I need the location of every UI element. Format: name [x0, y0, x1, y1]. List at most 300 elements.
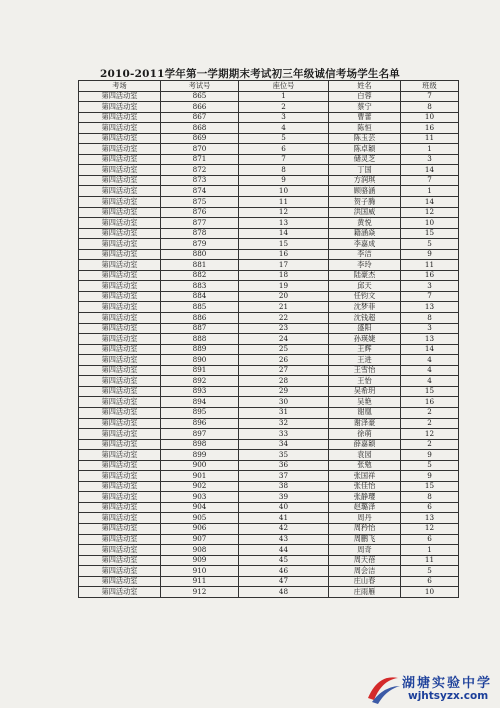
cell-room: 第四活动室: [79, 429, 161, 440]
cell-seat-no: 29: [239, 386, 329, 397]
cell-class: 6: [401, 502, 459, 513]
cell-seat-no: 44: [239, 545, 329, 556]
cell-class: 9: [401, 471, 459, 482]
table-row: [79, 302, 459, 313]
cell-exam-no: 884: [161, 291, 239, 302]
cell-class: 11: [401, 555, 459, 566]
cell-exam-no: 903: [161, 492, 239, 503]
cell-student-name: 曹蕾: [329, 112, 401, 123]
cell-exam-no: 887: [161, 323, 239, 334]
exam-roster-table: [78, 80, 459, 598]
cell-seat-no: 8: [239, 165, 329, 176]
cell-class: 7: [401, 291, 459, 302]
page-title: 2010-2011学年第一学期期末考试初三年级诚信考场学生名单: [99, 68, 400, 80]
table-row: [79, 323, 459, 334]
cell-room: 第四活动室: [79, 439, 161, 450]
cell-exam-no: 874: [161, 186, 239, 197]
cell-class: 7: [401, 91, 459, 102]
cell-class: 11: [401, 133, 459, 144]
header-room: 考场: [79, 81, 161, 92]
watermark-url: wjhtsyzx.com: [408, 690, 489, 702]
cell-class: 9: [401, 450, 459, 461]
cell-exam-no: 871: [161, 154, 239, 165]
cell-room: 第四活动室: [79, 418, 161, 429]
cell-student-name: 庄雨雁: [329, 587, 401, 598]
cell-student-name: 薛嘉颖: [329, 439, 401, 450]
cell-exam-no: 869: [161, 133, 239, 144]
table-row: [79, 450, 459, 461]
cell-exam-no: 891: [161, 365, 239, 376]
table-row: [79, 260, 459, 271]
cell-exam-no: 895: [161, 407, 239, 418]
cell-student-name: 顾骆涵: [329, 186, 401, 197]
table-row: [79, 218, 459, 229]
cell-room: 第四活动室: [79, 165, 161, 176]
cell-room: 第四活动室: [79, 133, 161, 144]
cell-student-name: 黄悦: [329, 218, 401, 229]
cell-room: 第四活动室: [79, 386, 161, 397]
cell-student-name: 陆豪杰: [329, 270, 401, 281]
cell-class: 1: [401, 545, 459, 556]
cell-room: 第四活动室: [79, 355, 161, 366]
cell-class: 10: [401, 218, 459, 229]
cell-seat-no: 9: [239, 175, 329, 186]
table-row: [79, 281, 459, 292]
cell-seat-no: 17: [239, 260, 329, 271]
cell-room: 第四活动室: [79, 186, 161, 197]
cell-seat-no: 41: [239, 513, 329, 524]
cell-seat-no: 26: [239, 355, 329, 366]
cell-student-name: 周鹏飞: [329, 534, 401, 545]
cell-class: 3: [401, 154, 459, 165]
cell-seat-no: 4: [239, 123, 329, 134]
cell-exam-no: 879: [161, 239, 239, 250]
cell-class: 13: [401, 513, 459, 524]
cell-exam-no: 883: [161, 281, 239, 292]
cell-seat-no: 23: [239, 323, 329, 334]
cell-class: 16: [401, 123, 459, 134]
cell-room: 第四活动室: [79, 249, 161, 260]
cell-student-name: 谢泽豪: [329, 418, 401, 429]
watermark-school-name: 湖塘实验中学: [402, 676, 493, 691]
cell-class: 5: [401, 239, 459, 250]
cell-class: 5: [401, 566, 459, 577]
table-row: [79, 270, 459, 281]
cell-exam-no: 898: [161, 439, 239, 450]
cell-exam-no: 893: [161, 386, 239, 397]
cell-seat-no: 24: [239, 334, 329, 345]
cell-exam-no: 877: [161, 218, 239, 229]
cell-class: 4: [401, 355, 459, 366]
cell-student-name: 洪国威: [329, 207, 401, 218]
cell-student-name: 谢凰: [329, 407, 401, 418]
cell-seat-no: 31: [239, 407, 329, 418]
table-row: [79, 492, 459, 503]
table-row: [79, 407, 459, 418]
cell-seat-no: 33: [239, 429, 329, 440]
cell-seat-no: 21: [239, 302, 329, 313]
cell-seat-no: 2: [239, 102, 329, 113]
cell-exam-no: 897: [161, 429, 239, 440]
cell-class: 13: [401, 334, 459, 345]
cell-student-name: 王进: [329, 355, 401, 366]
cell-class: 15: [401, 386, 459, 397]
cell-class: 1: [401, 186, 459, 197]
cell-exam-no: 865: [161, 91, 239, 102]
cell-exam-no: 901: [161, 471, 239, 482]
table-row: [79, 386, 459, 397]
table-row: [79, 534, 459, 545]
cell-class: 3: [401, 281, 459, 292]
cell-room: 第四活动室: [79, 102, 161, 113]
cell-room: 第四活动室: [79, 523, 161, 534]
cell-student-name: 李洁: [329, 249, 401, 260]
cell-room: 第四活动室: [79, 481, 161, 492]
cell-room: 第四活动室: [79, 492, 161, 503]
cell-exam-no: 881: [161, 260, 239, 271]
cell-room: 第四活动室: [79, 576, 161, 587]
cell-room: 第四活动室: [79, 291, 161, 302]
cell-class: 4: [401, 376, 459, 387]
cell-class: 1: [401, 144, 459, 155]
cell-student-name: 邱天: [329, 281, 401, 292]
cell-seat-no: 27: [239, 365, 329, 376]
cell-room: 第四活动室: [79, 218, 161, 229]
header-exam-no: 考试号: [161, 81, 239, 92]
cell-exam-no: 909: [161, 555, 239, 566]
cell-room: 第四活动室: [79, 123, 161, 134]
cell-room: 第四活动室: [79, 112, 161, 123]
table-row: [79, 249, 459, 260]
cell-class: 4: [401, 365, 459, 376]
cell-seat-no: 15: [239, 239, 329, 250]
cell-room: 第四活动室: [79, 534, 161, 545]
cell-class: 15: [401, 228, 459, 239]
table-row: [79, 239, 459, 250]
table-row: [79, 112, 459, 123]
cell-student-name: 徐萌: [329, 429, 401, 440]
cell-exam-no: 896: [161, 418, 239, 429]
cell-seat-no: 22: [239, 313, 329, 324]
table-row: [79, 376, 459, 387]
cell-class: 6: [401, 576, 459, 587]
cell-room: 第四活动室: [79, 376, 161, 387]
cell-class: 9: [401, 249, 459, 260]
cell-room: 第四活动室: [79, 91, 161, 102]
cell-student-name: 张勉: [329, 460, 401, 471]
cell-class: 7: [401, 175, 459, 186]
cell-exam-no: 888: [161, 334, 239, 345]
cell-seat-no: 20: [239, 291, 329, 302]
cell-seat-no: 28: [239, 376, 329, 387]
cell-exam-no: 868: [161, 123, 239, 134]
cell-exam-no: 912: [161, 587, 239, 598]
cell-room: 第四活动室: [79, 270, 161, 281]
cell-class: 10: [401, 112, 459, 123]
cell-class: 13: [401, 302, 459, 313]
cell-student-name: 王辉: [329, 344, 401, 355]
cell-room: 第四活动室: [79, 545, 161, 556]
cell-student-name: 李玲: [329, 260, 401, 271]
cell-student-name: 吴艳: [329, 397, 401, 408]
cell-class: 12: [401, 523, 459, 534]
cell-seat-no: 12: [239, 207, 329, 218]
cell-class: 12: [401, 429, 459, 440]
cell-student-name: 周天蓓: [329, 555, 401, 566]
cell-exam-no: 889: [161, 344, 239, 355]
cell-room: 第四活动室: [79, 397, 161, 408]
table-row: [79, 165, 459, 176]
table-row: [79, 228, 459, 239]
cell-exam-no: 905: [161, 513, 239, 524]
cell-student-name: 张国祥: [329, 471, 401, 482]
cell-room: 第四活动室: [79, 365, 161, 376]
table-row: [79, 291, 459, 302]
cell-seat-no: 30: [239, 397, 329, 408]
cell-exam-no: 886: [161, 313, 239, 324]
table-row: [79, 365, 459, 376]
cell-room: 第四活动室: [79, 228, 161, 239]
cell-room: 第四活动室: [79, 175, 161, 186]
cell-seat-no: 35: [239, 450, 329, 461]
cell-class: 16: [401, 397, 459, 408]
cell-room: 第四活动室: [79, 334, 161, 345]
cell-class: 3: [401, 323, 459, 334]
cell-seat-no: 13: [239, 218, 329, 229]
table-row: [79, 133, 459, 144]
table-row: [79, 397, 459, 408]
cell-student-name: 周矜怡: [329, 523, 401, 534]
cell-room: 第四活动室: [79, 302, 161, 313]
cell-class: 2: [401, 407, 459, 418]
cell-room: 第四活动室: [79, 471, 161, 482]
cell-room: 第四活动室: [79, 239, 161, 250]
cell-seat-no: 40: [239, 502, 329, 513]
cell-room: 第四活动室: [79, 144, 161, 155]
table-row: [79, 334, 459, 345]
cell-exam-no: 878: [161, 228, 239, 239]
table-row: [79, 460, 459, 471]
cell-seat-no: 11: [239, 197, 329, 208]
cell-class: 15: [401, 481, 459, 492]
cell-room: 第四活动室: [79, 460, 161, 471]
cell-exam-no: 906: [161, 523, 239, 534]
cell-room: 第四活动室: [79, 450, 161, 461]
cell-exam-no: 899: [161, 450, 239, 461]
cell-student-name: 盛阳: [329, 323, 401, 334]
cell-seat-no: 46: [239, 566, 329, 577]
cell-seat-no: 5: [239, 133, 329, 144]
site-watermark: [362, 668, 500, 708]
cell-room: 第四活动室: [79, 344, 161, 355]
cell-student-name: 沈钱超: [329, 313, 401, 324]
table-row: [79, 313, 459, 324]
cell-class: 10: [401, 587, 459, 598]
cell-class: 5: [401, 460, 459, 471]
cell-exam-no: 910: [161, 566, 239, 577]
table-row: [79, 186, 459, 197]
table-row: [79, 175, 459, 186]
cell-seat-no: 6: [239, 144, 329, 155]
table-row: [79, 471, 459, 482]
cell-seat-no: 10: [239, 186, 329, 197]
table-row: [79, 545, 459, 556]
cell-exam-no: 907: [161, 534, 239, 545]
cell-student-name: 周丹: [329, 513, 401, 524]
cell-class: 12: [401, 207, 459, 218]
cell-student-name: 沈梦菲: [329, 302, 401, 313]
cell-room: 第四活动室: [79, 197, 161, 208]
table-header: [79, 81, 459, 92]
cell-seat-no: 47: [239, 576, 329, 587]
table-row: [79, 502, 459, 513]
cell-student-name: 陈玉芸: [329, 133, 401, 144]
cell-room: 第四活动室: [79, 260, 161, 271]
table-row: [79, 102, 459, 113]
cell-room: 第四活动室: [79, 207, 161, 218]
table-row: [79, 91, 459, 102]
cell-student-name: 庄山春: [329, 576, 401, 587]
cell-seat-no: 16: [239, 249, 329, 260]
cell-exam-no: 894: [161, 397, 239, 408]
cell-seat-no: 25: [239, 344, 329, 355]
cell-seat-no: 36: [239, 460, 329, 471]
cell-student-name: 周奇: [329, 545, 401, 556]
cell-exam-no: 876: [161, 207, 239, 218]
cell-seat-no: 45: [239, 555, 329, 566]
cell-student-name: 陈卓颖: [329, 144, 401, 155]
cell-class: 8: [401, 102, 459, 113]
table-row: [79, 576, 459, 587]
cell-room: 第四活动室: [79, 154, 161, 165]
cell-student-name: 袁园: [329, 450, 401, 461]
cell-seat-no: 14: [239, 228, 329, 239]
table-row: [79, 587, 459, 598]
cell-room: 第四活动室: [79, 313, 161, 324]
cell-class: 6: [401, 534, 459, 545]
cell-class: 14: [401, 165, 459, 176]
cell-class: 16: [401, 270, 459, 281]
table-row: [79, 123, 459, 134]
header-class: 班级: [401, 81, 459, 92]
cell-class: 8: [401, 492, 459, 503]
cell-class: 14: [401, 197, 459, 208]
cell-class: 11: [401, 260, 459, 271]
cell-student-name: 周会洁: [329, 566, 401, 577]
table-row: [79, 429, 459, 440]
swoosh-logo-icon: [362, 668, 402, 708]
cell-student-name: 方润琪: [329, 175, 401, 186]
cell-exam-no: 890: [161, 355, 239, 366]
cell-student-name: 李嘉成: [329, 239, 401, 250]
cell-student-name: 丁国: [329, 165, 401, 176]
cell-room: 第四活动室: [79, 502, 161, 513]
cell-student-name: 王怡: [329, 376, 401, 387]
cell-student-name: 赵璐泽: [329, 502, 401, 513]
cell-exam-no: 902: [161, 481, 239, 492]
table-row: [79, 555, 459, 566]
cell-exam-no: 908: [161, 545, 239, 556]
cell-exam-no: 900: [161, 460, 239, 471]
table-row: [79, 344, 459, 355]
cell-exam-no: 892: [161, 376, 239, 387]
cell-seat-no: 39: [239, 492, 329, 503]
cell-exam-no: 904: [161, 502, 239, 513]
cell-exam-no: 911: [161, 576, 239, 587]
cell-seat-no: 1: [239, 91, 329, 102]
table-row: [79, 418, 459, 429]
table-body: [79, 91, 459, 597]
table-row: [79, 197, 459, 208]
cell-student-name: 白蓉: [329, 91, 401, 102]
table-row: [79, 355, 459, 366]
cell-exam-no: 882: [161, 270, 239, 281]
cell-seat-no: 38: [239, 481, 329, 492]
table-row: [79, 144, 459, 155]
cell-room: 第四活动室: [79, 407, 161, 418]
table-row: [79, 523, 459, 534]
cell-exam-no: 885: [161, 302, 239, 313]
cell-room: 第四活动室: [79, 513, 161, 524]
cell-class: 14: [401, 344, 459, 355]
cell-student-name: 王雪怡: [329, 365, 401, 376]
cell-student-name: 储灵芝: [329, 154, 401, 165]
cell-seat-no: 3: [239, 112, 329, 123]
cell-room: 第四活动室: [79, 566, 161, 577]
cell-student-name: 张静璎: [329, 492, 401, 503]
cell-seat-no: 32: [239, 418, 329, 429]
header-seat-no: 座位号: [239, 81, 329, 92]
cell-exam-no: 872: [161, 165, 239, 176]
cell-exam-no: 867: [161, 112, 239, 123]
cell-student-name: 陈恒: [329, 123, 401, 134]
cell-exam-no: 880: [161, 249, 239, 260]
cell-room: 第四活动室: [79, 281, 161, 292]
table-row: [79, 513, 459, 524]
cell-student-name: 任钧文: [329, 291, 401, 302]
cell-class: 8: [401, 313, 459, 324]
cell-student-name: 籍涵焱: [329, 228, 401, 239]
header-row: [79, 81, 459, 92]
table-row: [79, 207, 459, 218]
cell-seat-no: 42: [239, 523, 329, 534]
cell-seat-no: 48: [239, 587, 329, 598]
cell-room: 第四活动室: [79, 323, 161, 334]
cell-student-name: 张佳怡: [329, 481, 401, 492]
cell-seat-no: 7: [239, 154, 329, 165]
cell-room: 第四活动室: [79, 555, 161, 566]
table-row: [79, 481, 459, 492]
cell-exam-no: 875: [161, 197, 239, 208]
cell-exam-no: 866: [161, 102, 239, 113]
cell-exam-no: 873: [161, 175, 239, 186]
cell-seat-no: 18: [239, 270, 329, 281]
cell-student-name: 蔡宁: [329, 102, 401, 113]
cell-seat-no: 19: [239, 281, 329, 292]
table-row: [79, 566, 459, 577]
cell-seat-no: 34: [239, 439, 329, 450]
cell-student-name: 孙瑛婕: [329, 334, 401, 345]
cell-class: 2: [401, 418, 459, 429]
cell-seat-no: 43: [239, 534, 329, 545]
cell-exam-no: 870: [161, 144, 239, 155]
cell-student-name: 吴希玥: [329, 386, 401, 397]
header-name: 姓名: [329, 81, 401, 92]
cell-room: 第四活动室: [79, 587, 161, 598]
cell-class: 2: [401, 439, 459, 450]
cell-student-name: 贺子腾: [329, 197, 401, 208]
table-row: [79, 154, 459, 165]
